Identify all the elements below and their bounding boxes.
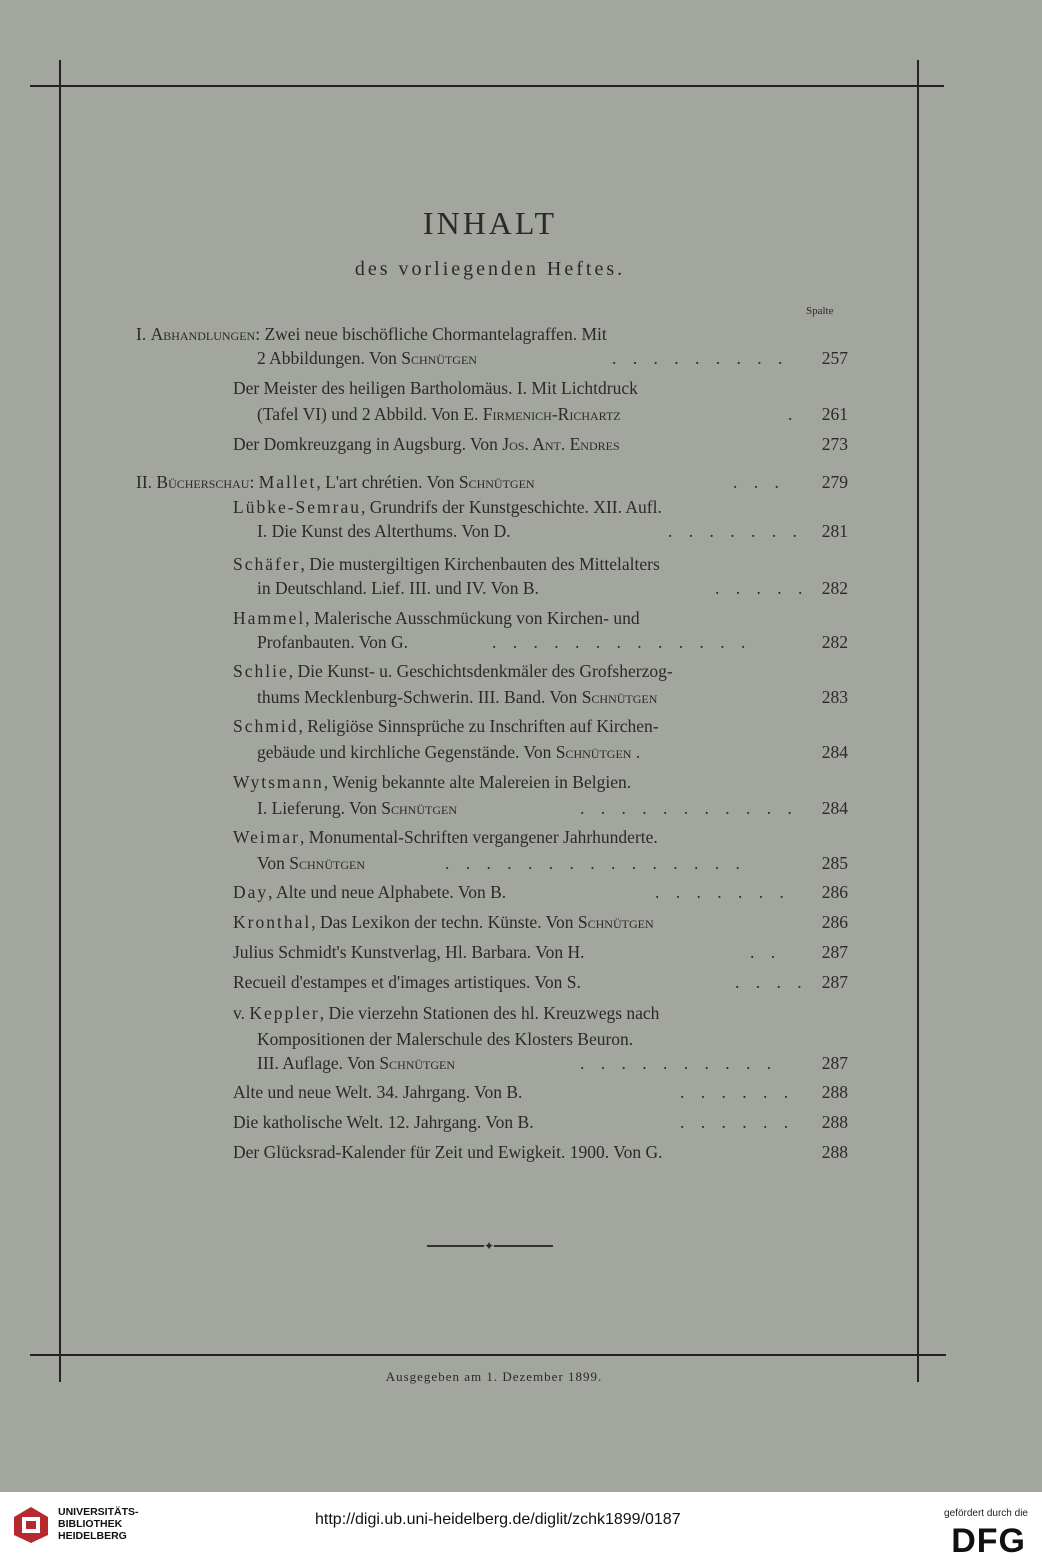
author-name: Firmenich-Richartz — [482, 404, 621, 424]
toc-entry-text — [233, 971, 581, 993]
entry-text: , Malerische Ausschmückung von Kirchen- und — [305, 608, 640, 628]
book-author: Lübke-Semrau — [233, 497, 361, 517]
page-number: 285 — [821, 853, 848, 873]
toc-entry-text — [233, 660, 673, 682]
entry-text: Der Glücksrad-Kalender für Zeit und Ewigkeit. 1900. Von G. — [233, 1142, 663, 1162]
page-number: 283 — [821, 687, 848, 707]
toc-line — [0, 1111, 1042, 1141]
toc-line — [0, 631, 1042, 661]
dot-leader: . . — [750, 942, 782, 962]
page-number: 287 — [821, 972, 848, 992]
entry-text: thums Mecklenburg-Schwerin. III. Band. Von — [257, 687, 582, 707]
book-author: Day — [233, 882, 269, 902]
entry-text: Recueil d'estampes et d'images artistiques. Von S. — [233, 972, 581, 992]
dot-leader: . . . . . . . . . . . . . — [492, 632, 752, 652]
toc-entry-text — [233, 553, 660, 575]
entry-text: , Die mustergiltigen Kirchenbauten des Mittelalters — [300, 554, 660, 574]
toc-line — [0, 433, 1042, 463]
toc-entry-text — [233, 1081, 522, 1103]
entry-text: in Deutschland. Lief. III. und IV. Von B. — [257, 578, 539, 598]
entry-text: , Grundrifs der Kunstgeschichte. XII. Aufl. — [361, 497, 662, 517]
dot-leader: . . . . . . . — [668, 521, 803, 541]
book-author: Schäfer — [233, 554, 301, 574]
column-label: Spalte — [806, 305, 834, 317]
library-name — [58, 1506, 139, 1542]
toc-entry-text — [233, 881, 506, 903]
author-name: Schnütgen — [379, 1053, 456, 1073]
page-number: 284 — [821, 742, 848, 762]
entry-text: gebäude und kirchliche Gegenstände. Von — [257, 742, 556, 762]
entry-text: I. Lieferung. Von — [257, 798, 382, 818]
entry-text: , Wenig bekannte alte Malereien in Belgien. — [323, 772, 632, 792]
entry-text: : Zwei neue bischöfliche Chormantelagraffen. Mit — [255, 324, 607, 344]
toc-line — [0, 741, 1042, 771]
footer-bar — [0, 1492, 1042, 1566]
entry-text: . — [631, 742, 641, 762]
ornament-center: ✦ — [484, 1239, 495, 1253]
dot-leader: . . . . . . . — [655, 882, 790, 902]
toc-entry-text — [136, 471, 535, 493]
page-number: 286 — [821, 882, 848, 902]
toc-entry-text — [257, 797, 457, 819]
entry-text: Alte und neue Welt. 34. Jahrgang. Von B. — [233, 1082, 523, 1102]
page-number: 279 — [821, 472, 848, 492]
entry-text: , Religiöse Sinnsprüche zu Inschriften auf Kirchen- — [298, 716, 659, 736]
toc-entry-text — [257, 1028, 633, 1050]
book-author: Weimar — [233, 827, 300, 847]
author-name: Schnütgen — [381, 798, 457, 818]
toc-entry-text — [233, 826, 658, 848]
book-author: Hammel — [233, 608, 306, 628]
page-number: 288 — [821, 1082, 848, 1102]
dot-leader: . . . . . . — [680, 1082, 795, 1102]
entry-text: 2 Abbildungen. Von — [257, 348, 402, 368]
entry-text: Der Domkreuzgang in Augsburg. Von — [233, 434, 503, 454]
library-name-line2: BIBLIOTHEK — [58, 1518, 123, 1530]
funding-label: gefördert durch die — [944, 1508, 1028, 1519]
library-name-line3: HEIDELBERG — [58, 1530, 127, 1542]
toc-entry-text — [257, 741, 640, 763]
entry-text: , Die vierzehn Stationen des hl. Kreuzwegs nach — [319, 1003, 660, 1023]
toc-line — [0, 971, 1042, 1001]
dot-leader: . . . . — [735, 972, 808, 992]
dot-leader: . . . . . . . . . . . — [580, 798, 798, 818]
frame-bottom-rule — [30, 1354, 946, 1356]
page-number: 288 — [821, 1142, 848, 1162]
entry-text: Profanbauten. Von G. — [257, 632, 409, 652]
page-number: 288 — [821, 1112, 848, 1132]
entry-text: I. — [136, 324, 151, 344]
entry-text: Von — [257, 853, 290, 873]
dfg-logo: DFG — [951, 1522, 1026, 1560]
entry-text: , Das Lexikon der techn. Künste. Von — [311, 912, 578, 932]
toc-entry-text — [257, 686, 657, 708]
page-number: 257 — [821, 348, 848, 368]
author-name: Schnütgen — [555, 742, 632, 762]
entry-text: Der Meister des heiligen Bartholomäus. I. Mit Lichtdruck — [233, 378, 638, 398]
toc-entry-text — [233, 496, 662, 518]
author-name: Schnütgen — [458, 472, 535, 492]
toc-line — [0, 1052, 1042, 1082]
author-name: Jos. Ant. Endres — [502, 434, 620, 454]
entry-text: v. — [233, 1003, 250, 1023]
toc-entry-text — [233, 377, 638, 399]
entry-text: , L'art chrétien. Von — [316, 472, 459, 492]
author-name: Bücherschau — [156, 472, 250, 492]
toc-line — [0, 881, 1042, 911]
toc-line — [0, 852, 1042, 882]
page-number: 261 — [821, 404, 848, 424]
dot-leader: . . . . . — [715, 578, 809, 598]
toc-entry-text — [233, 941, 585, 963]
author-name: Abhandlungen — [150, 324, 256, 344]
toc-entry-text — [257, 403, 621, 425]
toc-entry-text — [233, 433, 620, 455]
entry-text: Die katholische Welt. 12. Jahrgang. Von B. — [233, 1112, 534, 1132]
toc-entry-text — [233, 1002, 659, 1024]
toc-line — [0, 686, 1042, 716]
toc-line — [0, 520, 1042, 550]
library-name-line1: UNIVERSITÄTS- — [58, 1506, 139, 1518]
toc-line — [0, 797, 1042, 827]
page-number: 282 — [821, 578, 848, 598]
page-number: 287 — [821, 1053, 848, 1073]
book-author: Wytsmann — [233, 772, 324, 792]
dot-leader: . . . . . . . . . . . . . . . — [445, 853, 746, 873]
dot-leader: . . . . . . — [680, 1112, 795, 1132]
toc-entry-text — [233, 911, 654, 933]
frame-top-rule — [30, 85, 944, 87]
page-number: 286 — [821, 912, 848, 932]
page-number: 273 — [821, 434, 848, 454]
toc-entry-text — [257, 520, 511, 542]
toc-entry-text — [136, 323, 607, 345]
book-author: Schlie — [233, 661, 289, 681]
author-name: Schnütgen — [289, 853, 365, 873]
author-name: Schnütgen — [401, 348, 477, 368]
book-author: Mallet — [258, 472, 317, 492]
toc-line — [0, 577, 1042, 607]
toc-entry-text — [257, 347, 477, 369]
book-author: Kronthal — [233, 912, 312, 932]
source-url[interactable]: http://digi.ub.uni-heidelberg.de/diglit/zchk1899/0187 — [315, 1511, 681, 1528]
entry-text: III. Auflage. Von — [257, 1053, 380, 1073]
page-title: INHALT — [422, 205, 558, 241]
dot-leader: . — [788, 404, 799, 424]
issue-date: Ausgegeben am 1. Dezember 1899. — [385, 1369, 603, 1384]
toc-line — [0, 911, 1042, 941]
dot-leader: . . . . . . . . . . — [580, 1053, 778, 1073]
dot-leader: . . . — [733, 472, 785, 492]
author-name: Schnütgen — [581, 687, 658, 707]
entry-text: Julius Schmidt's Kunstverlag, Hl. Barbara. Von H. — [233, 942, 585, 962]
book-author: Schmid — [233, 716, 299, 736]
page-number: 287 — [821, 942, 848, 962]
book-author: Keppler — [249, 1003, 320, 1023]
entry-text: , Die Kunst- u. Geschichtsdenkmäler des Grofsherzog- — [288, 661, 673, 681]
page-subtitle: des vorliegenden Heftes. — [354, 258, 626, 280]
toc-line — [0, 347, 1042, 377]
dot-leader: . . . . . . . . . — [612, 348, 789, 368]
page-number: 284 — [821, 798, 848, 818]
entry-text: Kompositionen der Malerschule des Klosters Beuron. — [257, 1029, 634, 1049]
toc-entry-text — [233, 771, 631, 793]
toc-entry-text — [233, 1111, 534, 1133]
entry-text: I. Die Kunst des Alterthums. Von D. — [257, 521, 511, 541]
toc-entry-text — [257, 631, 408, 653]
toc-entry-text — [257, 1052, 455, 1074]
page-number: 282 — [821, 632, 848, 652]
toc-entry-text — [257, 852, 365, 874]
entry-text: (Tafel VI) und 2 Abbild. Von E. — [257, 404, 483, 424]
toc-line — [0, 1141, 1042, 1171]
toc-entry-text — [257, 577, 539, 599]
toc-line — [0, 403, 1042, 433]
toc-line — [0, 1081, 1042, 1111]
toc-entry-text — [233, 1141, 662, 1163]
entry-text: : — [249, 472, 259, 492]
entry-text: , Alte und neue Alphabete. Von B. — [268, 882, 507, 902]
toc-entry-text — [233, 607, 640, 629]
author-name: Schnütgen — [577, 912, 654, 932]
library-seal-icon — [12, 1505, 50, 1545]
entry-text: II. — [136, 472, 157, 492]
entry-text: , Monumental-Schriften vergangener Jahrhunderte. — [299, 827, 658, 847]
page-number: 281 — [821, 521, 848, 541]
toc-line — [0, 941, 1042, 971]
toc-entry-text — [233, 715, 659, 737]
